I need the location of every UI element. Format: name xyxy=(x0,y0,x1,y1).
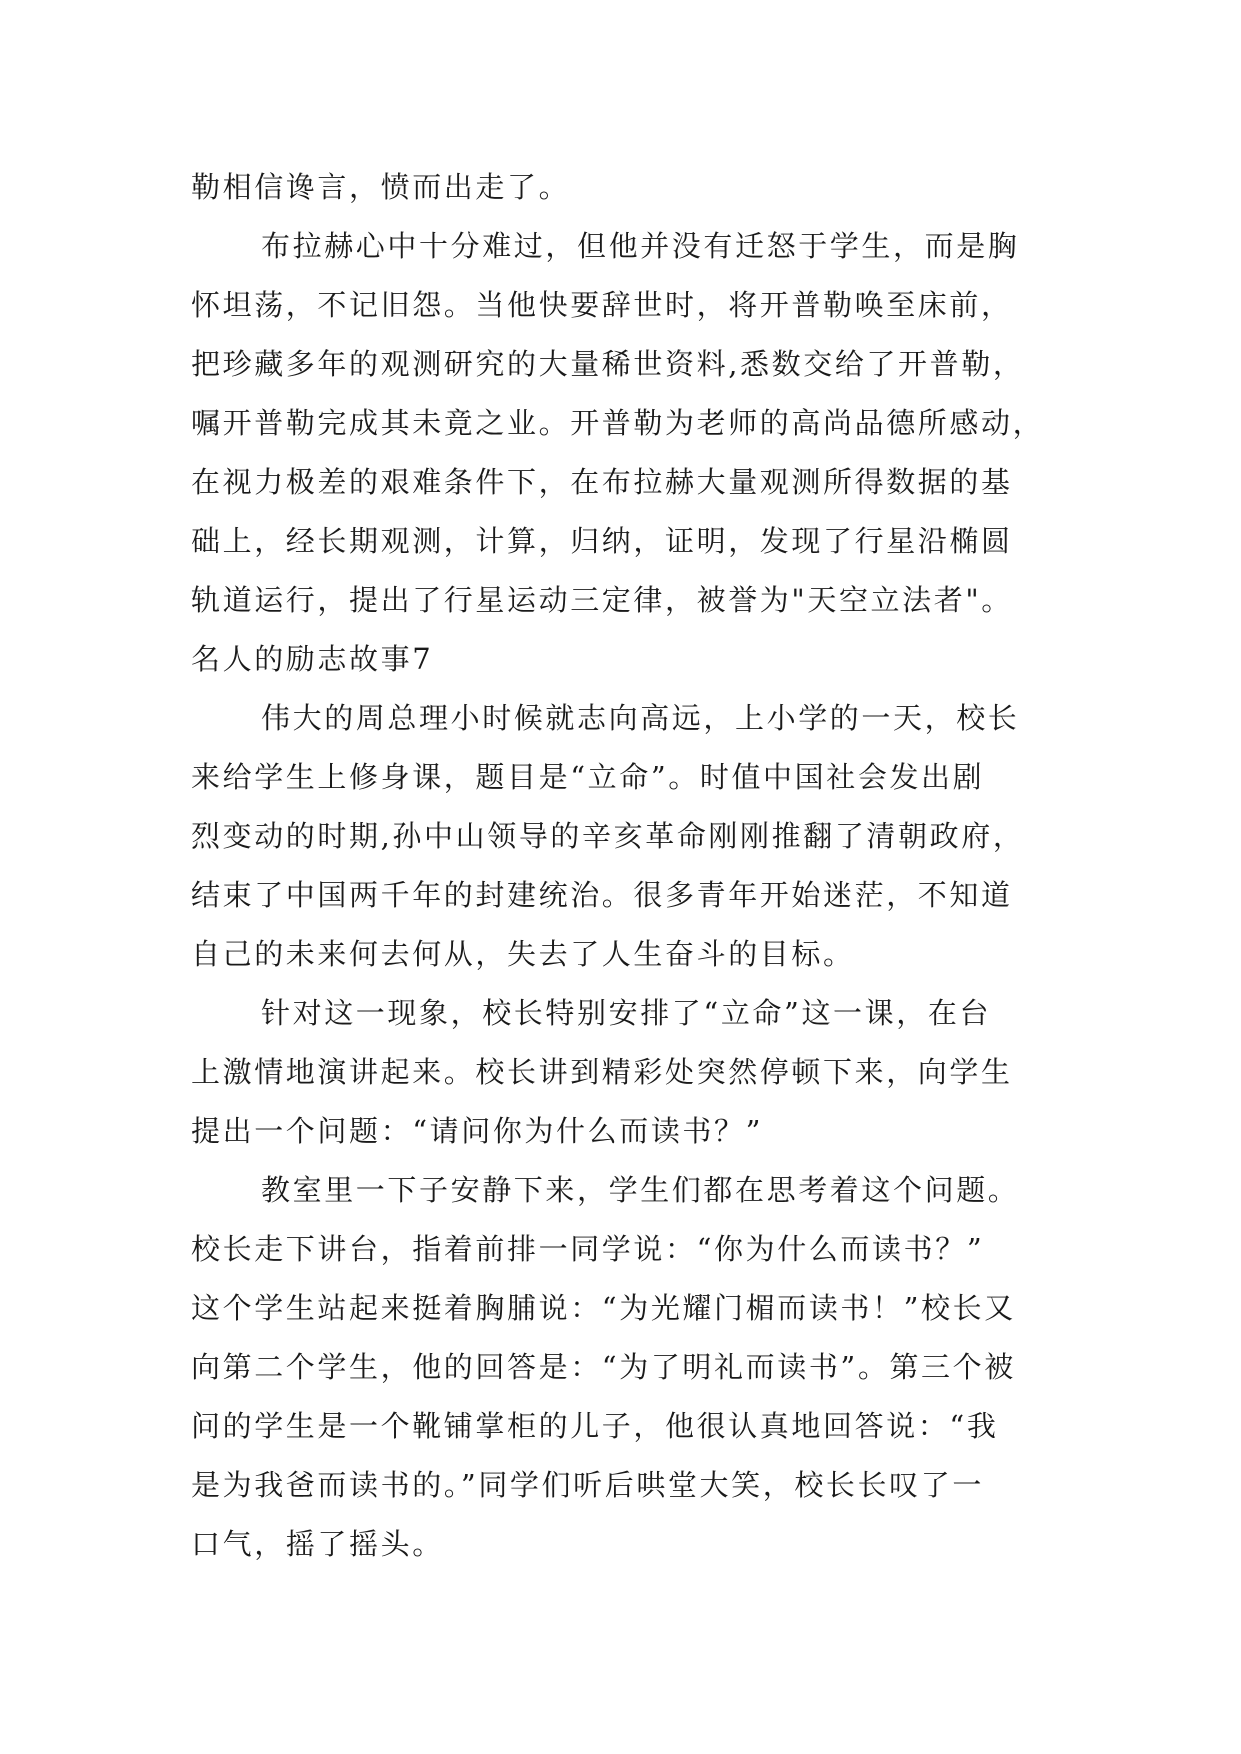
text-line: 结束了中国两千年的封建统治。很多青年开始迷茫，不知道 xyxy=(191,878,1013,912)
text-line: 是为我爸而读书的。”同学们听后哄堂大笑，校长长叹了一 xyxy=(191,1468,984,1502)
text-line: 上激情地演讲起来。校长讲到精彩处突然停顿下来，向学生 xyxy=(191,1055,1013,1089)
text-line: 自己的未来何去何从，失去了人生奋斗的目标。 xyxy=(191,937,855,971)
text-line: 轨道运行，提出了行星运动三定律，被誉为"天空立法者"。 xyxy=(191,583,1013,617)
text-line: 这个学生站起来挺着胸脯说：“为光耀门楣而读书！”校长又 xyxy=(191,1291,1016,1325)
text-line: 提出一个问题：“请问你为什么而读书？” xyxy=(191,1114,764,1148)
text-line: 嘱开普勒完成其未竟之业。开普勒为老师的高尚品德所感动， xyxy=(191,406,1045,440)
text-line: 勒相信谗言，愤而出走了。 xyxy=(191,170,571,204)
text-line: 口气，摇了摇头。 xyxy=(191,1527,444,1561)
paragraph-start-line: 布拉赫心中十分难过，但他并没有迁怒于学生，而是胸 xyxy=(261,229,1020,263)
text-line: 校长走下讲台，指着前排一同学说：“你为什么而读书？” xyxy=(191,1232,985,1266)
paragraph-start-line: 伟大的周总理小时候就志向高远，上小学的一天，校长 xyxy=(261,701,1020,735)
text-line: 在视力极差的艰难条件下，在布拉赫大量观测所得数据的基 xyxy=(191,465,1013,499)
text-line: 向第二个学生，他的回答是：“为了明礼而读书”。第三个被 xyxy=(191,1350,1016,1384)
paragraph-start-line: 针对这一现象，校长特别安排了“立命”这一课，在台 xyxy=(261,996,992,1030)
text-line: 怀坦荡，不记旧怨。当他快要辞世时，将开普勒唤至床前， xyxy=(191,288,1013,322)
paragraph-start-line: 教室里一下子安静下来，学生们都在思考着这个问题。 xyxy=(261,1173,1020,1207)
document-body xyxy=(191,158,1071,1574)
text-line: 问的学生是一个靴铺掌柜的儿子，他很认真地回答说：“我 xyxy=(191,1409,999,1443)
text-line: 把珍藏多年的观测研究的大量稀世资料,悉数交给了开普勒， xyxy=(191,347,1025,381)
text-line: 烈变动的时期,孙中山领导的辛亥革命刚刚推翻了清朝政府， xyxy=(191,819,1025,853)
text-line: 来给学生上修身课，题目是“立命”。时值中国社会发出剧 xyxy=(191,760,985,794)
text-line: 础上，经长期观测，计算，归纳，证明，发现了行星沿椭圆 xyxy=(191,524,1013,558)
section-heading: 名人的励志故事7 xyxy=(191,642,434,676)
